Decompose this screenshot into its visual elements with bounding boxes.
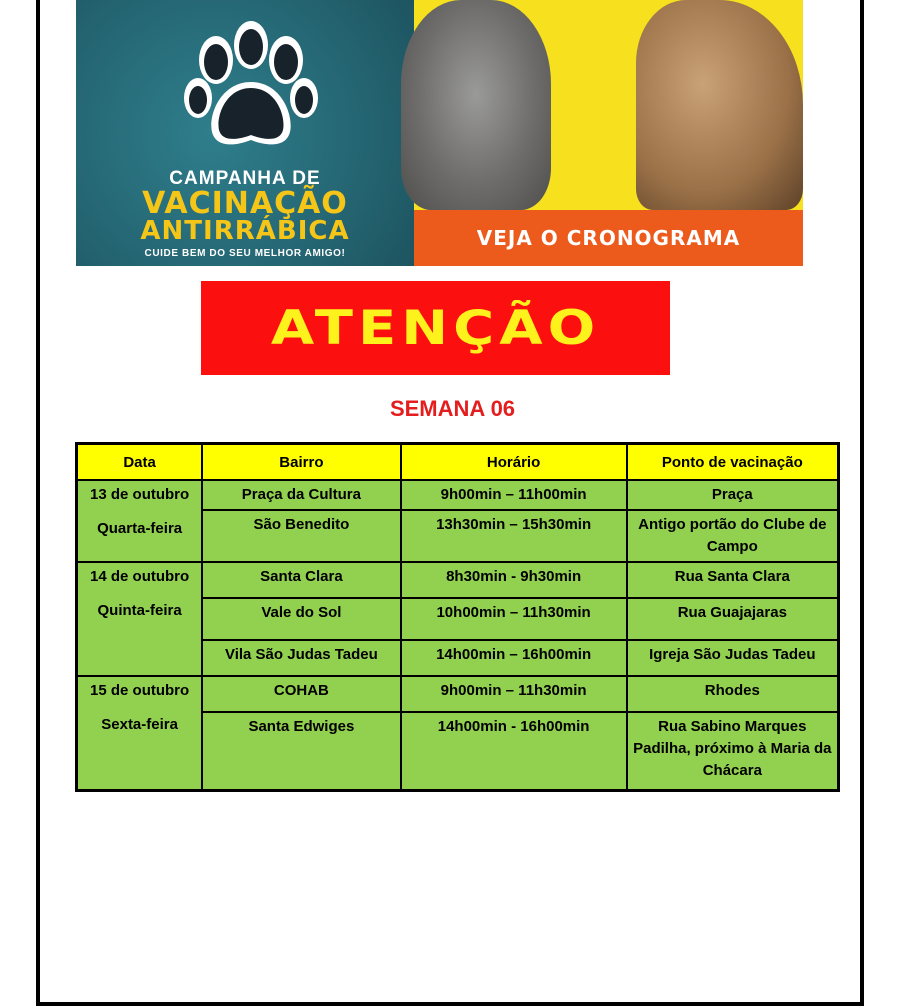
location-cell: Rua Santa Clara — [627, 562, 839, 598]
week-title: SEMANA 06 — [389, 396, 516, 421]
time-cell: 14h00min - 16h00min — [401, 712, 627, 791]
neighborhood-cell: Santa Edwiges — [202, 712, 400, 791]
time-cell: 9h00min – 11h30min — [401, 676, 627, 712]
paw-icon — [176, 20, 326, 160]
time-cell: 13h30min – 15h30min — [401, 510, 627, 562]
location-cell: Antigo portão do Clube de Campo — [627, 510, 839, 562]
banner-line-3: ANTIRRÁBICA — [140, 216, 350, 246]
location-cell: Praça — [627, 480, 839, 510]
header-neighborhood: Bairro — [202, 444, 400, 481]
see-schedule-button[interactable]: VEJA O CRONOGRAMA — [414, 210, 803, 266]
vaccination-schedule-table — [75, 442, 840, 792]
banner-left-panel — [76, 0, 414, 266]
location-cell: Rua Guajajaras — [627, 598, 839, 640]
date-text: 15 de outubro — [90, 682, 190, 699]
banner-line-1: CAMPANHA DE — [169, 168, 321, 189]
table-header-row — [77, 444, 839, 481]
weekday-text: Quinta-feira — [97, 602, 182, 619]
attention-banner — [201, 281, 670, 375]
neighborhood-cell: COHAB — [202, 676, 400, 712]
table-row — [77, 480, 839, 510]
cat-photo — [401, 0, 551, 210]
date-cell — [77, 676, 203, 791]
dog-photo — [636, 0, 803, 210]
date-text: 13 de outubro — [90, 486, 190, 503]
location-cell: Rhodes — [627, 676, 839, 712]
table-row — [77, 676, 839, 712]
header-time: Horário — [401, 444, 627, 481]
weekday-text: Quarta-feira — [97, 520, 183, 537]
neighborhood-cell: Santa Clara — [202, 562, 400, 598]
neighborhood-cell: Praça da Cultura — [202, 480, 400, 510]
weekday-text: Sexta-feira — [101, 716, 178, 733]
time-cell: 9h00min – 11h00min — [401, 480, 627, 510]
location-cell: Igreja São Judas Tadeu — [627, 640, 839, 676]
time-cell: 10h00min – 11h30min — [401, 598, 627, 640]
header-date: Data — [77, 444, 203, 481]
time-cell: 8h30min - 9h30min — [401, 562, 627, 598]
date-cell — [77, 562, 203, 676]
date-cell — [77, 480, 203, 562]
neighborhood-cell: Vale do Sol — [202, 598, 400, 640]
date-text: 14 de outubro — [90, 568, 190, 585]
neighborhood-cell: Vila São Judas Tadeu — [202, 640, 400, 676]
banner-line-2: VACINAÇÃO — [142, 186, 348, 221]
neighborhood-cell: São Benedito — [202, 510, 400, 562]
banner-slogan: CUIDE BEM DO SEU MELHOR AMIGO! — [144, 248, 346, 259]
attention-text: ATENÇÃO — [270, 300, 601, 356]
time-cell: 14h00min – 16h00min — [401, 640, 627, 676]
location-cell: Rua Sabino Marques Padilha, próximo à Maria da Chácara — [627, 712, 839, 791]
table-row — [77, 562, 839, 598]
campaign-banner[interactable] — [76, 0, 803, 266]
header-location: Ponto de vacinação — [627, 444, 839, 481]
